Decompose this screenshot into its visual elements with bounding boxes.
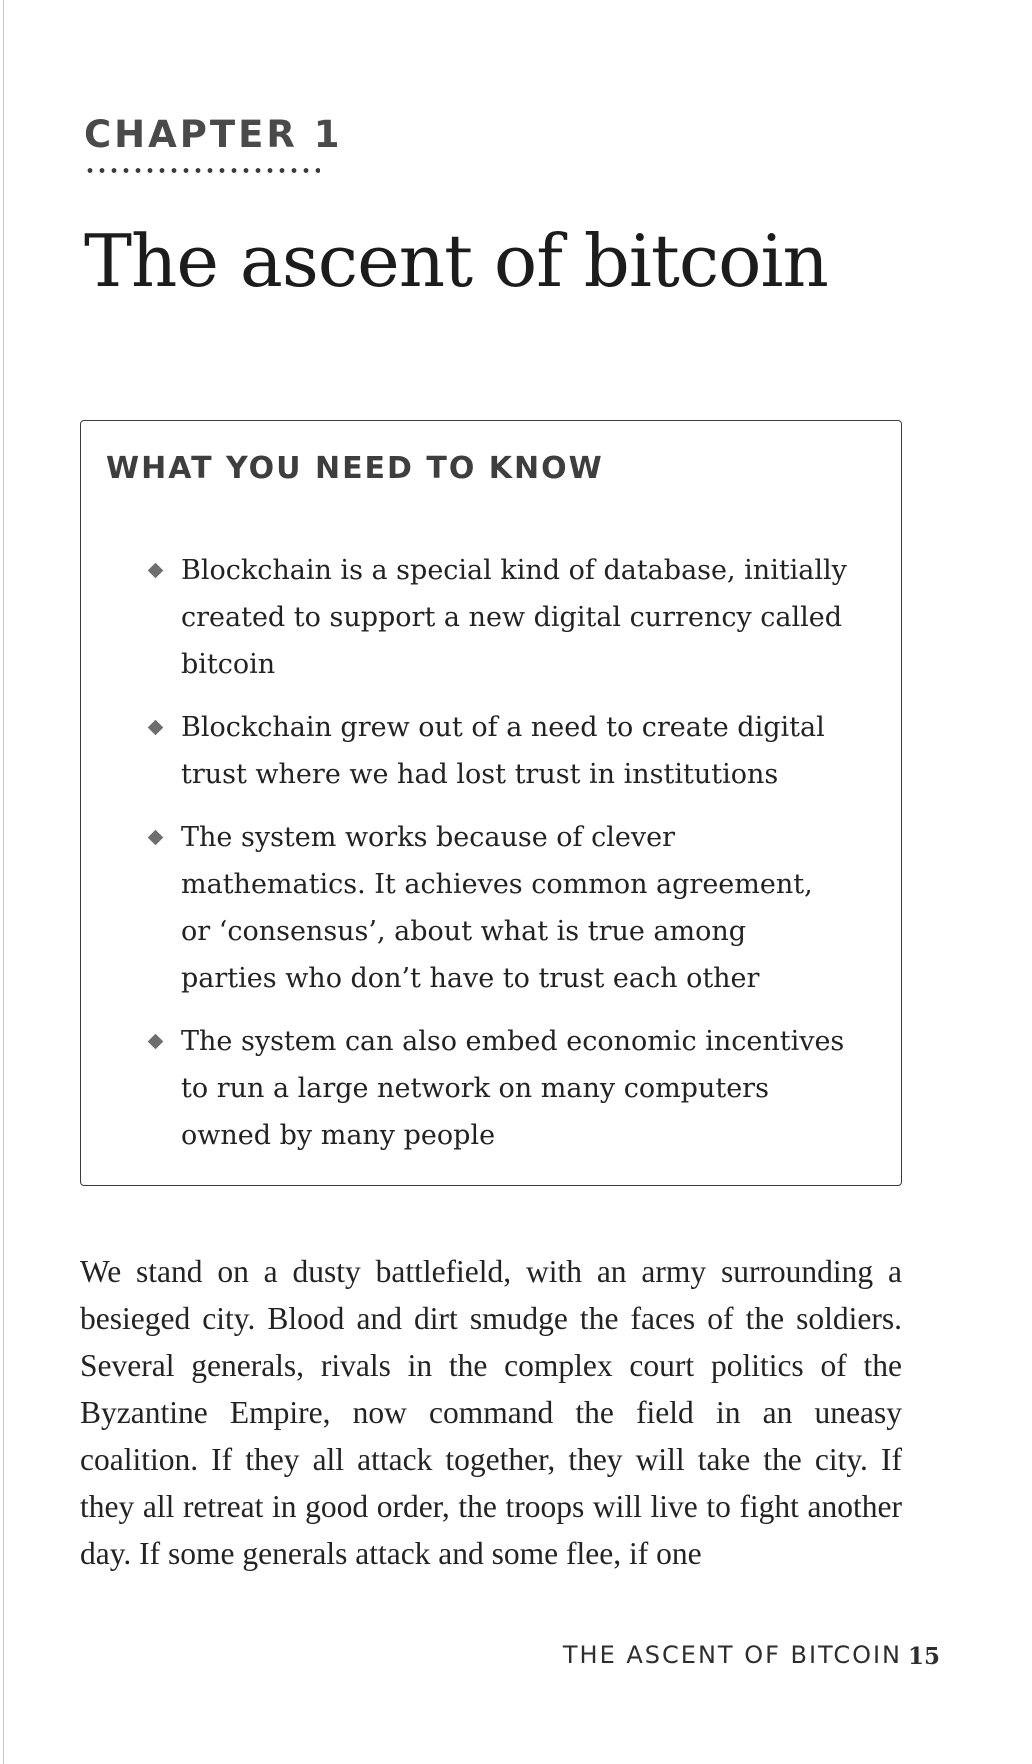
list-item-text: The system works because of clever mathematics. It achieves common agreement, or ‘consensus’, about what is true among parties who don’t have to trust each other bbox=[181, 822, 813, 994]
what-you-need-to-know-box bbox=[80, 420, 902, 1186]
key-points-list bbox=[147, 547, 847, 1175]
list-item-text: Blockchain grew out of a need to create digital trust where we had lost trust in institutions bbox=[181, 712, 825, 790]
diamond-bullet-icon bbox=[148, 720, 164, 736]
diamond-bullet-icon bbox=[148, 1034, 164, 1050]
page-edge bbox=[3, 0, 4, 1764]
list-item bbox=[147, 704, 847, 798]
list-item bbox=[147, 547, 847, 688]
dotted-rule bbox=[84, 168, 320, 173]
chapter-label: CHAPTER 1 bbox=[84, 113, 343, 156]
diamond-bullet-icon bbox=[148, 830, 164, 846]
list-item bbox=[147, 1018, 847, 1159]
chapter-title: The ascent of bitcoin bbox=[84, 219, 828, 303]
list-item-text: Blockchain is a special kind of database, initially created to support a new digital currency called bitcoin bbox=[181, 555, 847, 680]
list-item-text: The system can also embed economic incentives to run a large network on many computers owned by many people bbox=[181, 1026, 845, 1151]
page-number: 15 bbox=[908, 1643, 941, 1670]
diamond-bullet-icon bbox=[148, 563, 164, 579]
running-footer: THE ASCENT OF BITCOIN bbox=[562, 1641, 902, 1669]
box-heading: WHAT YOU NEED TO KNOW bbox=[106, 451, 604, 486]
list-item bbox=[147, 814, 847, 1002]
body-paragraph: We stand on a dusty battlefield, with an army surrounding a besieged city. Blood and dirt smudge the faces of the soldiers. Several generals, rivals in the complex court politics of the Byzantine Empire, now command the field in an uneasy coalition. If they all attack together, they will take the city. If they all retreat in good order, the troops will live to fight another day. If some generals attack and some flee, if one bbox=[80, 1254, 902, 1571]
